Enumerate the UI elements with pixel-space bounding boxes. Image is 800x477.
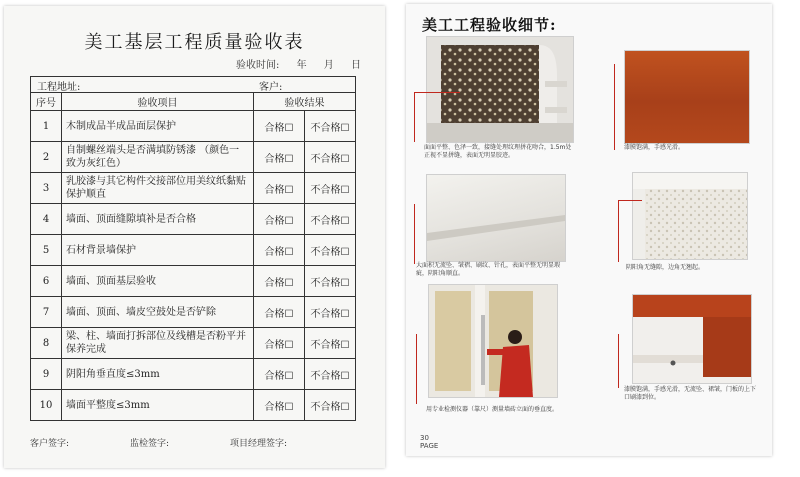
row-item: 石材背景墙保护	[62, 235, 254, 266]
callout-line-wallpaper-v	[414, 92, 415, 142]
fail-checkbox[interactable]: 不合格☐	[305, 142, 356, 173]
date-day: 日	[350, 60, 361, 71]
row-seq: 1	[31, 111, 62, 142]
pass-checkbox[interactable]: 合格☐	[254, 390, 305, 421]
caption-cabinet: 漆膜饱满，手感光滑，无流坠、裙皱，门板的上下口刷漆到位。	[624, 386, 757, 401]
row-item: 阴阳角垂直度≤3mm	[62, 359, 254, 390]
row-item: 梁、柱、墙面打拆部位及线槽是否粉平并保养完成	[62, 328, 254, 359]
form-title: 美工基层工程质量验收表	[84, 32, 305, 53]
header-result: 验收结果	[254, 93, 356, 111]
texture-photo	[632, 172, 748, 260]
header-seq: 序号	[31, 93, 62, 111]
table-row	[31, 142, 356, 173]
table-row	[31, 111, 356, 142]
table-row	[31, 266, 356, 297]
caption-measure: 用专业检测仪器（靠尺）测量墙砖立面的垂直度。	[426, 406, 559, 413]
caption-texture: 阴阳角无缝隙，边角无翘起。	[626, 264, 705, 271]
row-seq: 8	[31, 328, 62, 359]
pass-checkbox[interactable]: 合格☐	[254, 111, 305, 142]
cabinet-illustration	[633, 295, 751, 383]
customer-signature-label: 客户签字:	[30, 439, 70, 449]
measure-illustration	[429, 285, 557, 397]
fail-checkbox[interactable]: 不合格☐	[305, 297, 356, 328]
wallpaper-photo	[426, 36, 574, 143]
fail-checkbox[interactable]: 不合格☐	[305, 173, 356, 204]
pass-checkbox[interactable]: 合格☐	[254, 266, 305, 297]
caption-wallpaper: 面面平整、色泽一致，接缝处理纹理拼花吻合，1.5m处正视不显拼缝，表面无明显胶迹。	[424, 144, 572, 159]
acceptance-table	[30, 92, 356, 421]
fail-checkbox[interactable]: 不合格☐	[305, 235, 356, 266]
wallpaper-illustration	[427, 37, 573, 142]
date-label: 验收时间:	[236, 60, 280, 71]
callout-line-wood	[614, 64, 615, 150]
project-info-row	[30, 76, 356, 92]
ceiling-photo	[426, 174, 566, 262]
page-number-value: 30	[420, 434, 429, 442]
customer-label: 客户:	[259, 82, 283, 93]
wood-panel-photo	[624, 50, 750, 144]
callout-line-ceiling	[414, 204, 415, 264]
acceptance-form-page	[4, 6, 385, 468]
row-item: 墙面、顶面、墙皮空鼓处是否铲除	[62, 297, 254, 328]
row-seq: 4	[31, 204, 62, 235]
row-item: 墙面、顶面基层验收	[62, 266, 254, 297]
date-month: 月	[323, 60, 334, 71]
fail-checkbox[interactable]: 不合格☐	[305, 204, 356, 235]
table-row	[31, 328, 356, 359]
table-row	[31, 204, 356, 235]
row-seq: 10	[31, 390, 62, 421]
fail-checkbox[interactable]: 不合格☐	[305, 111, 356, 142]
cabinet-photo	[632, 294, 752, 384]
page-number-label: PAGE	[420, 442, 439, 450]
callout-line-texture	[618, 200, 642, 201]
address-label: 工程地址:	[37, 82, 81, 93]
pass-checkbox[interactable]: 合格☐	[254, 297, 305, 328]
supervisor-signature-label: 监检签字:	[130, 439, 170, 449]
caption-ceiling: 大面积无流坠、皱褶、刷纹、针孔，表面平整无明显瑕疵，阴阳角顺直。	[416, 262, 561, 277]
table-row	[31, 297, 356, 328]
header-item: 验收项目	[62, 93, 254, 111]
pass-checkbox[interactable]: 合格☐	[254, 235, 305, 266]
fail-checkbox[interactable]: 不合格☐	[305, 266, 356, 297]
fail-checkbox[interactable]: 不合格☐	[305, 390, 356, 421]
manager-signature-label: 项目经理签字:	[230, 439, 288, 449]
pass-checkbox[interactable]: 合格☐	[254, 359, 305, 390]
row-item: 自制螺丝端头是否满填防锈漆 （颜色一致为灰红色）	[62, 142, 254, 173]
table-row	[31, 235, 356, 266]
acceptance-rows	[31, 111, 356, 421]
table-header-row	[31, 93, 356, 111]
fail-checkbox[interactable]: 不合格☐	[305, 328, 356, 359]
table-row	[31, 359, 356, 390]
row-seq: 6	[31, 266, 62, 297]
row-seq: 5	[31, 235, 62, 266]
pass-checkbox[interactable]: 合格☐	[254, 142, 305, 173]
pass-checkbox[interactable]: 合格☐	[254, 173, 305, 204]
acceptance-detail-page	[406, 4, 772, 456]
table-row	[31, 390, 356, 421]
callout-line-texture-v	[618, 200, 619, 262]
row-item: 墙面、顶面缝隙填补是否合格	[62, 204, 254, 235]
inspection-date-row	[236, 56, 361, 71]
callout-line-cabinet	[618, 334, 619, 388]
callout-line-wallpaper	[414, 92, 460, 93]
measure-photo	[428, 284, 558, 398]
callout-line-measure	[416, 334, 417, 404]
row-seq: 2	[31, 142, 62, 173]
row-seq: 3	[31, 173, 62, 204]
row-item: 木制成品半成品面层保护	[62, 111, 254, 142]
texture-illustration	[633, 173, 747, 259]
caption-wood: 漆膜饱满，手感光滑。	[624, 144, 685, 151]
row-item: 墙面平整度≤3mm	[62, 390, 254, 421]
row-seq: 7	[31, 297, 62, 328]
row-item: 乳胶漆与其它构件交接部位用美纹纸黏贴保护顺直	[62, 173, 254, 204]
detail-title: 美工工程验收细节:	[422, 16, 557, 34]
fail-checkbox[interactable]: 不合格☐	[305, 359, 356, 390]
ceiling-illustration	[427, 175, 565, 261]
table-row	[31, 173, 356, 204]
date-year: 年	[296, 60, 307, 71]
pass-checkbox[interactable]: 合格☐	[254, 204, 305, 235]
row-seq: 9	[31, 359, 62, 390]
pass-checkbox[interactable]: 合格☐	[254, 328, 305, 359]
page-number	[420, 434, 438, 450]
